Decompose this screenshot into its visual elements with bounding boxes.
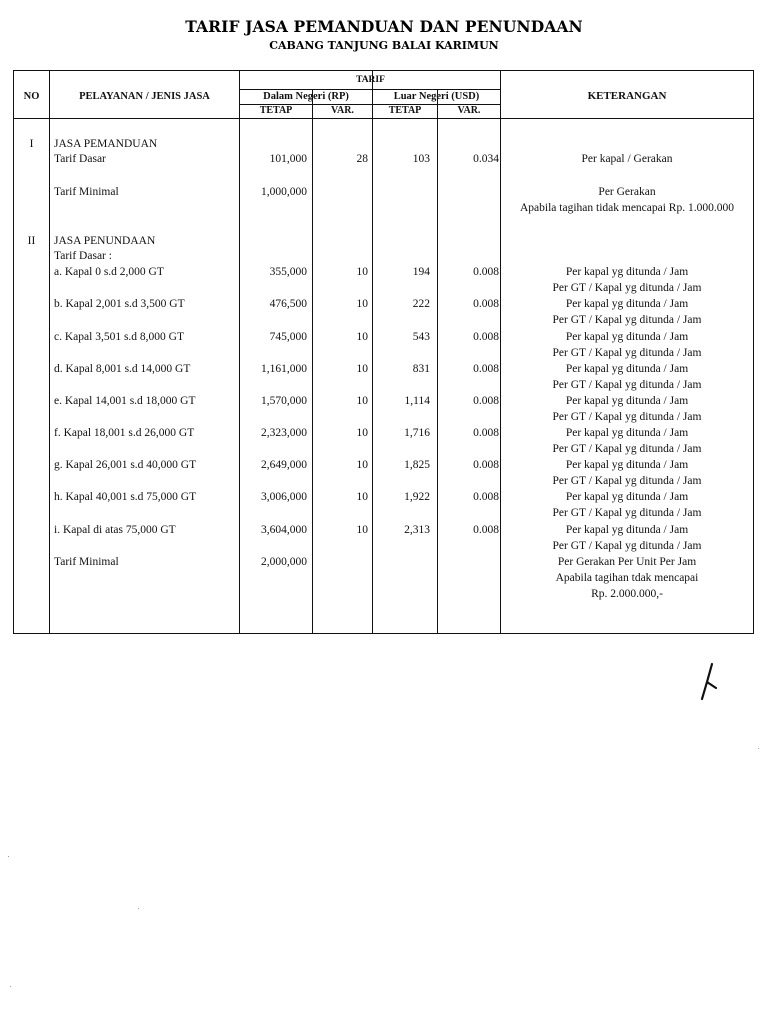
- section-number: I: [29, 138, 34, 150]
- remark-text: Apabila tagihan tidak mencapai Rp. 1.000.000: [520, 202, 734, 214]
- column-divider: [437, 89, 438, 633]
- service-label: Tarif Dasar: [54, 153, 106, 165]
- remark-text: Per kapal yg ditunda / Jam: [565, 459, 689, 471]
- rp-fixed-value: 3,006,000: [261, 491, 307, 503]
- usd-fixed-value: 543: [412, 331, 430, 343]
- remark-text: Per kapal yg ditunda / Jam: [565, 395, 689, 407]
- scan-speck: [10, 986, 11, 987]
- service-label: g. Kapal 26,001 s.d 40,000 GT: [54, 459, 197, 471]
- rp-var-value: 10: [356, 427, 368, 439]
- remark-text: Per kapal yg ditunda / Jam: [565, 363, 689, 375]
- header-bottom-border: [14, 118, 753, 119]
- header-foreign: Luar Negeri (USD): [393, 91, 480, 102]
- remark-text: Per GT / Kapal yg ditunda / Jam: [552, 347, 702, 359]
- section-subtitle: Tarif Dasar :: [54, 250, 112, 262]
- scan-speck: [138, 908, 139, 909]
- header-domestic: Dalam Negeri (RP): [263, 91, 349, 102]
- usd-fixed-value: 222: [412, 298, 430, 310]
- rp-fixed-value: 101,000: [269, 153, 307, 165]
- rp-fixed-value: 355,000: [269, 266, 307, 278]
- rp-fixed-value: 476,500: [269, 298, 307, 310]
- header-fixed-domestic: TETAP: [259, 105, 293, 116]
- usd-fixed-value: 194: [412, 266, 430, 278]
- service-label: f. Kapal 18,001 s.d 26,000 GT: [54, 427, 195, 439]
- header-fixed-foreign: TETAP: [388, 105, 422, 116]
- section-number: II: [27, 235, 36, 247]
- service-label: e. Kapal 14,001 s.d 18,000 GT: [54, 395, 196, 407]
- remark-text: Per GT / Kapal yg ditunda / Jam: [552, 379, 702, 391]
- signature-mark: [698, 662, 722, 702]
- column-divider: [49, 71, 50, 633]
- header-tarif: TARIF: [356, 75, 385, 85]
- usd-var-value: 0.008: [473, 459, 499, 471]
- tariff-table: [13, 70, 754, 634]
- rp-var-value: 10: [356, 459, 368, 471]
- remark-text: Per kapal yg ditunda / Jam: [565, 331, 689, 343]
- remark-text: Per GT / Kapal yg ditunda / Jam: [552, 507, 702, 519]
- document-title: TARIF JASA PEMANDUAN DAN PENUNDAAN: [185, 17, 583, 36]
- remark-text: Per GT / Kapal yg ditunda / Jam: [552, 540, 702, 552]
- usd-var-value: 0.008: [473, 266, 499, 278]
- header-var-domestic: VAR.: [331, 105, 354, 116]
- remark-text: Per Gerakan: [598, 186, 656, 198]
- remark-text: Apabila tagihan tdak mencapai: [555, 572, 699, 584]
- remark-text: Per GT / Kapal yg ditunda / Jam: [552, 411, 702, 423]
- usd-var-value: 0.008: [473, 298, 499, 310]
- usd-var-value: 0.034: [473, 153, 499, 165]
- service-label: Tarif Minimal: [54, 186, 119, 198]
- remark-text: Per kapal yg ditunda / Jam: [565, 266, 689, 278]
- usd-fixed-value: 2,313: [404, 524, 430, 536]
- usd-var-value: 0.008: [473, 524, 499, 536]
- rp-fixed-value: 1,000,000: [261, 186, 307, 198]
- remark-text: Rp. 2.000.000,-: [591, 588, 663, 600]
- usd-fixed-value: 1,716: [404, 427, 430, 439]
- rp-var-value: 10: [356, 524, 368, 536]
- service-label: i. Kapal di atas 75,000 GT: [54, 524, 176, 536]
- usd-fixed-value: 1,825: [404, 459, 430, 471]
- rp-var-value: 10: [356, 298, 368, 310]
- section-title: JASA PEMANDUAN: [54, 138, 158, 150]
- rp-fixed-value: 2,649,000: [261, 459, 307, 471]
- rp-fixed-value: 1,161,000: [261, 363, 307, 375]
- remark-text: Per kapal yg ditunda / Jam: [565, 298, 689, 310]
- rp-var-value: 10: [356, 491, 368, 503]
- service-label: Tarif Minimal: [54, 556, 119, 568]
- remark-text: Per kapal yg ditunda / Jam: [565, 491, 689, 503]
- usd-var-value: 0.008: [473, 427, 499, 439]
- usd-fixed-value: 1,114: [404, 395, 430, 407]
- remark-text: Per Gerakan Per Unit Per Jam: [557, 556, 697, 568]
- usd-var-value: 0.008: [473, 363, 499, 375]
- rp-var-value: 28: [356, 153, 368, 165]
- service-label: a. Kapal 0 s.d 2,000 GT: [54, 266, 164, 278]
- rp-var-value: 10: [356, 363, 368, 375]
- usd-var-value: 0.008: [473, 395, 499, 407]
- remark-text: Per GT / Kapal yg ditunda / Jam: [552, 475, 702, 487]
- service-label: b. Kapal 2,001 s.d 3,500 GT: [54, 298, 185, 310]
- usd-var-value: 0.008: [473, 491, 499, 503]
- remark-text: Per GT / Kapal yg ditunda / Jam: [552, 443, 702, 455]
- remark-text: Per GT / Kapal yg ditunda / Jam: [552, 314, 702, 326]
- rp-fixed-value: 3,604,000: [261, 524, 307, 536]
- rp-fixed-value: 2,323,000: [261, 427, 307, 439]
- usd-fixed-value: 831: [412, 363, 430, 375]
- usd-fixed-value: 103: [412, 153, 430, 165]
- remark-text: Per kapal yg ditunda / Jam: [565, 427, 689, 439]
- remark-text: Per GT / Kapal yg ditunda / Jam: [552, 282, 702, 294]
- scan-speck: [758, 748, 759, 749]
- rp-fixed-value: 1,570,000: [261, 395, 307, 407]
- rp-var-value: 10: [356, 331, 368, 343]
- rp-fixed-value: 745,000: [269, 331, 307, 343]
- header-remarks: KETERANGAN: [587, 90, 667, 102]
- rp-fixed-value: 2,000,000: [261, 556, 307, 568]
- remark-text: Per kapal yg ditunda / Jam: [565, 524, 689, 536]
- scan-speck: [8, 856, 9, 857]
- service-label: c. Kapal 3,501 s.d 8,000 GT: [54, 331, 184, 343]
- header-no: NO: [23, 91, 40, 102]
- header-var-foreign: VAR.: [457, 105, 481, 116]
- header-service: PELAYANAN / JENIS JASA: [79, 91, 210, 102]
- usd-var-value: 0.008: [473, 331, 499, 343]
- rp-var-value: 10: [356, 395, 368, 407]
- section-title: JASA PENUNDAAN: [54, 235, 156, 247]
- usd-fixed-value: 1,922: [404, 491, 430, 503]
- remark-text: Per kapal / Gerakan: [581, 153, 673, 165]
- service-label: h. Kapal 40,001 s.d 75,000 GT: [54, 491, 197, 503]
- document-subtitle: CABANG TANJUNG BALAI KARIMUN: [269, 39, 499, 52]
- rp-var-value: 10: [356, 266, 368, 278]
- service-label: d. Kapal 8,001 s.d 14,000 GT: [54, 363, 191, 375]
- column-divider: [312, 89, 313, 633]
